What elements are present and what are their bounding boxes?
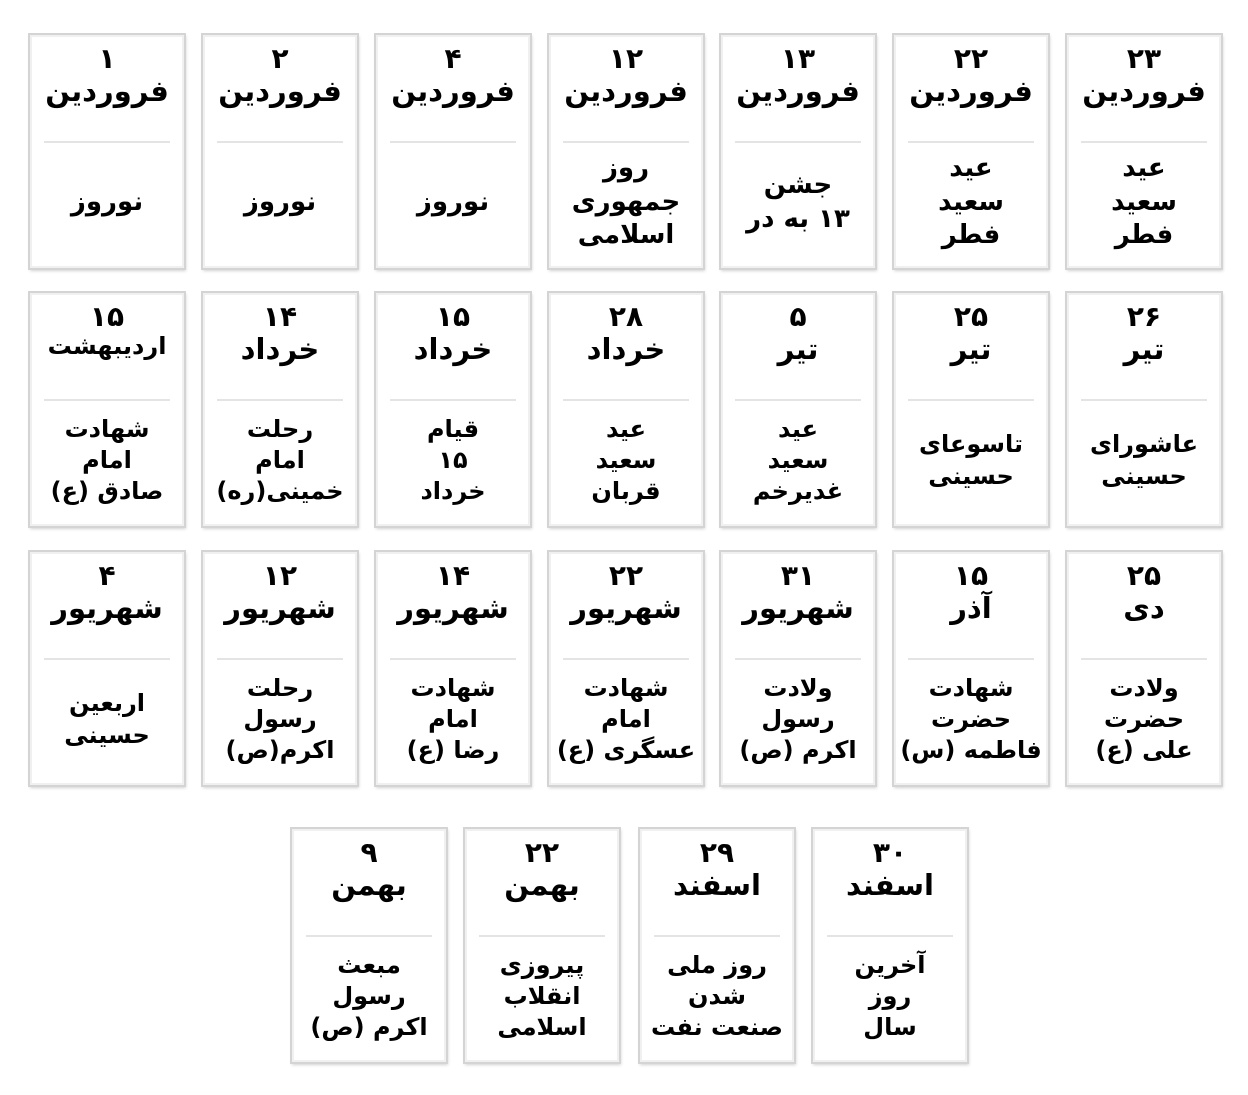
divider bbox=[563, 658, 689, 660]
holiday-card bbox=[375, 34, 531, 269]
card-month: فروردین bbox=[909, 74, 1033, 109]
divider bbox=[44, 141, 170, 143]
holiday-card bbox=[893, 551, 1049, 786]
card-event: ولادت رسول اکرم (ص) bbox=[739, 673, 857, 765]
card-day: ۲۸ bbox=[608, 300, 644, 333]
card-month: فروردین bbox=[564, 74, 688, 109]
holiday-card bbox=[893, 34, 1049, 269]
divider bbox=[908, 141, 1034, 143]
divider bbox=[908, 399, 1034, 401]
date-heading bbox=[378, 560, 528, 626]
card-day: ۲۵ bbox=[1126, 559, 1162, 592]
card-day: ۱۲ bbox=[262, 559, 298, 592]
divider bbox=[217, 658, 343, 660]
card-event: جشن ۱۳ به در bbox=[746, 169, 850, 234]
card-event: عید سعید فطر bbox=[1111, 152, 1177, 251]
divider bbox=[654, 935, 780, 937]
card-day: ۱۲ bbox=[608, 42, 644, 75]
divider bbox=[735, 141, 861, 143]
date-heading bbox=[378, 43, 528, 109]
holiday-card bbox=[812, 828, 968, 1063]
card-month: اردیبهشت bbox=[47, 332, 167, 361]
divider bbox=[827, 935, 953, 937]
card-day: ۱۴ bbox=[262, 300, 298, 333]
card-event: قیام ۱۵ خرداد bbox=[420, 414, 486, 506]
card-month: اسفند bbox=[673, 868, 761, 903]
card-month: فروردین bbox=[391, 74, 515, 109]
card-event: پیروزی انقلاب اسلامی bbox=[497, 950, 587, 1042]
card-day: ۳۰ bbox=[872, 836, 908, 869]
card-month: فروردین bbox=[45, 74, 169, 109]
card-event: تاسوعای حسینی bbox=[918, 430, 1024, 490]
date-heading bbox=[294, 837, 444, 903]
card-event: رحلت رسول اکرم(ص) bbox=[225, 673, 335, 765]
divider bbox=[1081, 141, 1207, 143]
card-month: خرداد bbox=[413, 332, 493, 367]
date-heading bbox=[32, 560, 182, 626]
holiday-card bbox=[1066, 292, 1222, 527]
card-day: ۲۲ bbox=[608, 559, 644, 592]
card-month: اسفند bbox=[846, 868, 934, 903]
card-day: ۱ bbox=[98, 42, 116, 75]
card-day: ۳۱ bbox=[780, 559, 816, 592]
card-event: نوروز bbox=[243, 186, 317, 217]
card-month: خرداد bbox=[240, 332, 320, 367]
card-day: ۲۲ bbox=[524, 836, 560, 869]
holiday-card bbox=[720, 34, 876, 269]
card-event: عید سعید قربان bbox=[591, 414, 661, 506]
date-heading bbox=[723, 43, 873, 109]
card-day: ۴ bbox=[444, 42, 462, 75]
divider bbox=[479, 935, 605, 937]
date-heading bbox=[551, 43, 701, 109]
holiday-card bbox=[291, 828, 447, 1063]
holiday-card bbox=[29, 292, 185, 527]
card-day: ۱۵ bbox=[435, 300, 471, 333]
date-heading bbox=[551, 560, 701, 626]
divider bbox=[1081, 399, 1207, 401]
holiday-card bbox=[1066, 34, 1222, 269]
card-month: شهریور bbox=[742, 591, 854, 626]
holiday-card bbox=[29, 34, 185, 269]
divider bbox=[44, 658, 170, 660]
card-day: ۲۵ bbox=[953, 300, 989, 333]
divider bbox=[563, 141, 689, 143]
card-month: خرداد bbox=[586, 332, 666, 367]
holiday-card bbox=[548, 292, 704, 527]
card-day: ۲۶ bbox=[1126, 300, 1162, 333]
card-month: دی bbox=[1123, 591, 1165, 626]
date-heading bbox=[467, 837, 617, 903]
card-event: شهادت امام رضا (ع) bbox=[406, 673, 500, 765]
holiday-card bbox=[548, 34, 704, 269]
card-month: شهریور bbox=[51, 591, 163, 626]
divider bbox=[908, 658, 1034, 660]
date-heading bbox=[896, 560, 1046, 626]
card-day: ۹ bbox=[360, 836, 378, 869]
holiday-card bbox=[893, 292, 1049, 527]
card-day: ۵ bbox=[789, 300, 807, 333]
date-heading bbox=[1069, 301, 1219, 367]
holiday-card bbox=[375, 551, 531, 786]
divider bbox=[217, 141, 343, 143]
holiday-card bbox=[720, 551, 876, 786]
card-month: فروردین bbox=[218, 74, 342, 109]
card-month: شهریور bbox=[570, 591, 682, 626]
holiday-card bbox=[29, 551, 185, 786]
card-day: ۱۴ bbox=[435, 559, 471, 592]
card-event: شهادت امام صادق (ع) bbox=[50, 414, 164, 506]
date-heading bbox=[896, 301, 1046, 367]
date-heading bbox=[205, 301, 355, 367]
card-day: ۱۳ bbox=[780, 42, 816, 75]
card-day: ۴ bbox=[98, 559, 116, 592]
date-heading bbox=[551, 301, 701, 367]
card-day: ۲۳ bbox=[1126, 42, 1162, 75]
card-event: عید سعید فطر bbox=[938, 152, 1004, 251]
card-event: ولادت حضرت علی (ع) bbox=[1095, 673, 1193, 765]
holiday-card bbox=[639, 828, 795, 1063]
holiday-card bbox=[1066, 551, 1222, 786]
card-event: مبعث رسول اکرم (ص) bbox=[310, 950, 428, 1042]
card-event: شهادت حضرت فاطمه (س) bbox=[900, 673, 1042, 765]
card-day: ۱۵ bbox=[89, 300, 125, 333]
date-heading bbox=[642, 837, 792, 903]
card-event: شهادت امام عسگری (ع) bbox=[556, 673, 696, 765]
date-heading bbox=[32, 43, 182, 109]
divider bbox=[735, 399, 861, 401]
card-day: ۲۲ bbox=[953, 42, 989, 75]
divider bbox=[306, 935, 432, 937]
card-month: تیر bbox=[1123, 332, 1165, 367]
date-heading bbox=[896, 43, 1046, 109]
card-day: ۲۹ bbox=[699, 836, 735, 869]
date-heading bbox=[378, 301, 528, 367]
card-month: تیر bbox=[950, 332, 992, 367]
holiday-card bbox=[202, 551, 358, 786]
card-month: آذر bbox=[950, 591, 992, 626]
card-event: آخرین روز سال bbox=[854, 950, 926, 1042]
card-month: فروردین bbox=[1082, 74, 1206, 109]
date-heading bbox=[815, 837, 965, 903]
card-month: بهمن bbox=[504, 868, 580, 903]
divider bbox=[735, 658, 861, 660]
card-day: ۲ bbox=[271, 42, 289, 75]
divider bbox=[44, 399, 170, 401]
divider bbox=[390, 658, 516, 660]
card-month: شهریور bbox=[397, 591, 509, 626]
divider bbox=[390, 141, 516, 143]
holiday-card bbox=[202, 292, 358, 527]
divider bbox=[563, 399, 689, 401]
card-event: اربعین حسینی bbox=[64, 689, 150, 749]
holiday-card bbox=[548, 551, 704, 786]
date-heading bbox=[205, 560, 355, 626]
card-event: روز ملی شدن صنعت نفت bbox=[651, 950, 783, 1042]
card-event: عید سعید غدیرخم bbox=[752, 414, 844, 506]
divider bbox=[1081, 658, 1207, 660]
divider bbox=[217, 399, 343, 401]
date-heading bbox=[32, 301, 182, 361]
holiday-card bbox=[464, 828, 620, 1063]
card-day: ۱۵ bbox=[953, 559, 989, 592]
card-event: نوروز bbox=[416, 186, 490, 217]
holiday-card bbox=[202, 34, 358, 269]
card-event: عاشورای حسینی bbox=[1089, 430, 1199, 490]
date-heading bbox=[205, 43, 355, 109]
holiday-card bbox=[375, 292, 531, 527]
date-heading bbox=[723, 560, 873, 626]
card-event: رحلت امام خمینی(ره) bbox=[216, 414, 344, 506]
card-month: تیر bbox=[777, 332, 819, 367]
date-heading bbox=[1069, 560, 1219, 626]
date-heading bbox=[723, 301, 873, 367]
card-event: روز جمهوری اسلامی bbox=[571, 152, 681, 251]
card-event: نوروز bbox=[70, 186, 144, 217]
card-month: شهریور bbox=[224, 591, 336, 626]
date-heading bbox=[1069, 43, 1219, 109]
divider bbox=[390, 399, 516, 401]
card-month: بهمن bbox=[331, 868, 407, 903]
card-month: فروردین bbox=[736, 74, 860, 109]
holiday-card bbox=[720, 292, 876, 527]
